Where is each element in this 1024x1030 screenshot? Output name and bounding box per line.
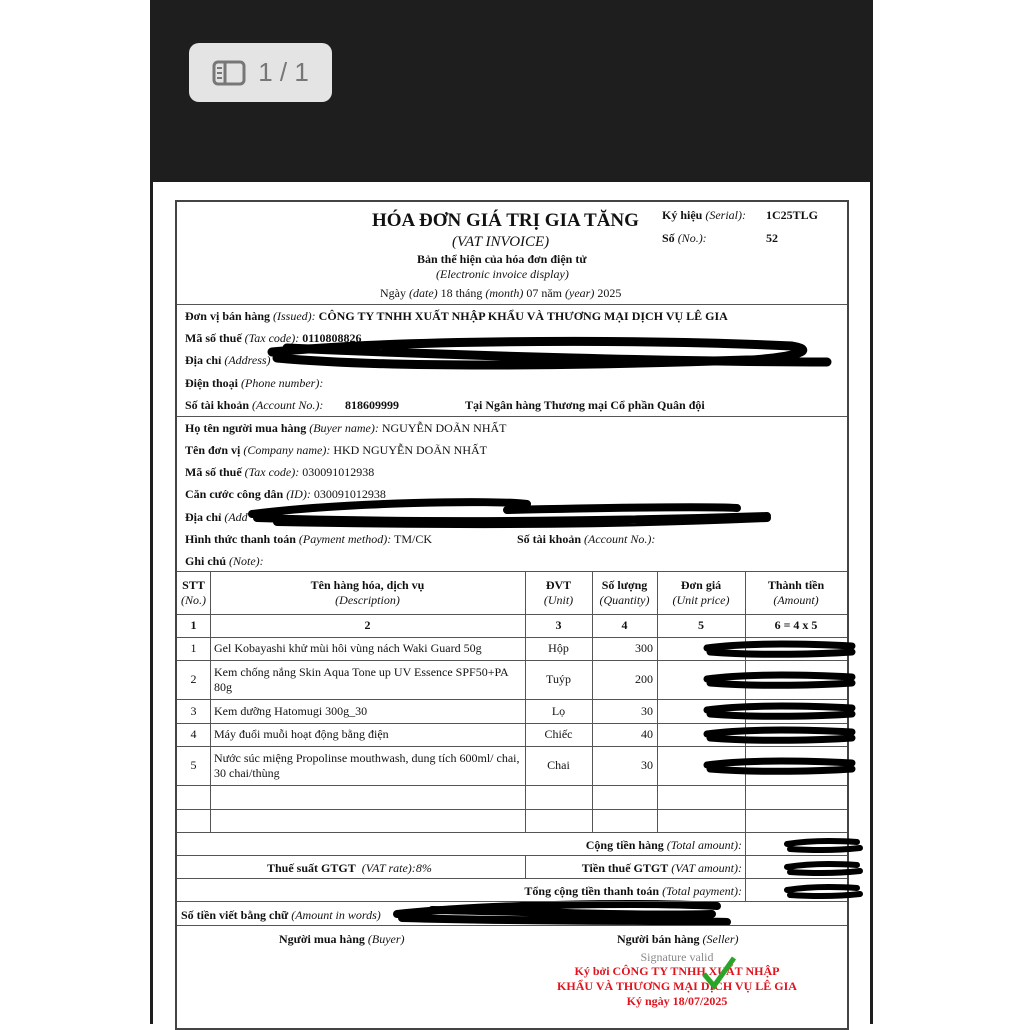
subtitle: Bản thể hiện của hóa đơn điện tử — [417, 252, 587, 266]
number-value: 52 — [766, 231, 778, 245]
row-unit: Chiếc — [544, 727, 573, 741]
column-index: 6 = 4 x 5 — [774, 618, 818, 632]
row-description: Máy đuổi muỗi hoạt động bằng điện — [214, 727, 389, 741]
number-label: Số (No.): — [662, 231, 707, 245]
checkmark-icon — [701, 954, 737, 990]
signature-line: Ký bởi CÔNG TY TNHH XUẤT NHẬP — [574, 964, 780, 978]
amount-words-tail: đồng — [682, 908, 706, 922]
column-header: Tên hàng hóa, dịch vụ (Description) — [310, 577, 425, 607]
vat-rate: Thuế suất GTGT (VAT rate):8% — [267, 861, 432, 875]
column-header: Đơn giá (Unit price) — [672, 577, 730, 607]
row-quantity: 30 — [641, 703, 653, 718]
redaction-scribble — [782, 861, 862, 877]
buyer-company: Tên đơn vị (Company name): HKD NGUYỄN DOÃN NHẤT — [185, 443, 487, 457]
row-number: 1 — [190, 641, 197, 655]
redaction-scribble — [702, 726, 857, 744]
serial-value: 1C25TLG — [766, 208, 819, 222]
invoice-document — [175, 200, 849, 1030]
seller-account-number: 818609999 — [345, 398, 399, 412]
amount-in-words: Số tiền viết bằng chữ (Amount in words) — [181, 908, 381, 922]
redaction-scribble — [702, 640, 857, 658]
column-header: ĐVT (Unit) — [543, 577, 574, 607]
seller-tax-code: Mã số thuế (Tax code): 0110808826 — [185, 331, 362, 345]
column-index: 2 — [364, 618, 371, 632]
redaction-scribble — [247, 498, 777, 528]
column-index: 5 — [698, 618, 704, 632]
signature-line: KHẨU VÀ THƯƠNG MẠI DỊCH VỤ LÊ GIA — [557, 979, 797, 993]
row-description: Kem dưỡng Hatomugi 300g_30 — [214, 703, 368, 718]
subtitle-en: (Electronic invoice display) — [436, 267, 569, 281]
page-indicator[interactable] — [189, 43, 332, 102]
column-index: 1 — [190, 618, 197, 632]
column-header: Thành tiền (Amount) — [767, 577, 825, 607]
redaction-scribble — [392, 902, 732, 924]
row-number: 5 — [190, 758, 197, 772]
row-unit: Hộp — [548, 641, 569, 655]
signature-date: Ký ngày 18/07/2025 — [626, 994, 728, 1008]
row-description: Kem chống nắng Skin Aqua Tone up UV Essence SPF50+PA 80g — [214, 664, 509, 694]
invoice-date: Ngày (date) 18 tháng (month) 07 năm (year) 2025 — [380, 286, 622, 300]
viewer-edge — [150, 182, 153, 1024]
row-number: 4 — [190, 727, 197, 741]
signature-valid-text: Signature valid — [640, 950, 714, 964]
invoice-title-en: (VAT INVOICE) — [452, 234, 550, 250]
column-header: Số lượng (Quantity) — [599, 577, 650, 607]
row-description: Nước súc miệng Propolinse mouthwash, dung tích 600ml/ chai, 30 chai/thùng — [214, 750, 520, 780]
redaction-scribble — [702, 757, 857, 775]
buyer-address: Địa chỉ (Add — [185, 510, 248, 524]
column-index: 3 — [555, 618, 562, 632]
buyer-signature-label: Người mua hàng (Buyer) — [279, 932, 405, 946]
row-quantity: 30 — [641, 758, 653, 772]
seller-account: Số tài khoản (Account No.): — [185, 398, 324, 412]
buyer-tax-code: Mã số thuế (Tax code): 030091012938 — [185, 465, 375, 479]
seller-bank: Tại Ngân hàng Thương mại Cổ phần Quân đội — [465, 398, 705, 412]
invoice-title: HÓA ĐƠN GIÁ TRỊ GIA TĂNG — [372, 210, 639, 231]
seller-name: Đơn vị bán hàng (Issued): CÔNG TY TNHH XUẤT NHẬP KHẨU VÀ THƯƠNG MẠI DỊCH VỤ LÊ GIA — [185, 309, 728, 323]
redaction-scribble — [267, 338, 827, 370]
row-description: Gel Kobayashi khử mùi hôi vùng nách Waki Guard 50g — [214, 641, 482, 655]
buyer-id: Căn cước công dân (ID): 030091012938 — [185, 487, 386, 501]
row-number: 3 — [190, 703, 197, 718]
redaction-scribble — [702, 671, 857, 689]
redaction-scribble — [702, 702, 857, 720]
note: Ghi chú (Note): — [185, 554, 264, 568]
payment-method: Hình thức thanh toán (Payment method): TM/CK — [185, 532, 433, 546]
serial-label: Ký hiệu (Serial): — [662, 208, 746, 222]
redaction-scribble — [782, 884, 862, 900]
buyer-account: Số tài khoản (Account No.): — [517, 532, 656, 546]
row-unit: Tuýp — [546, 672, 571, 686]
row-quantity: 300 — [635, 641, 653, 655]
digital-signature — [537, 950, 817, 1009]
viewer-edge — [870, 182, 873, 1024]
buyer-name: Họ tên người mua hàng (Buyer name): NGUYỄN DOÃN NHẤT — [185, 421, 507, 435]
page-count: 1 / 1 — [258, 57, 309, 87]
row-quantity: 200 — [635, 672, 653, 686]
row-quantity: 40 — [641, 727, 653, 741]
column-index: 4 — [621, 618, 628, 632]
seller-signature-label: Người bán hàng (Seller) — [617, 932, 739, 946]
row-unit: Lọ — [551, 703, 566, 718]
seller-address: Địa chỉ (Address) — [185, 353, 271, 367]
sidebar-icon — [212, 60, 246, 86]
seller-phone: Điện thoại (Phone number): — [185, 376, 324, 390]
column-header: STT (No.) — [181, 577, 206, 607]
row-number: 2 — [190, 672, 197, 686]
total-payment-label: Tổng cộng tiền thanh toán (Total payment): — [524, 884, 742, 898]
vat-amount-label: Tiền thuế GTGT (VAT amount): — [581, 861, 742, 875]
row-unit: Chai — [547, 758, 570, 772]
redaction-scribble — [782, 838, 862, 854]
total-amount-label: Cộng tiền hàng (Total amount): — [585, 838, 742, 852]
